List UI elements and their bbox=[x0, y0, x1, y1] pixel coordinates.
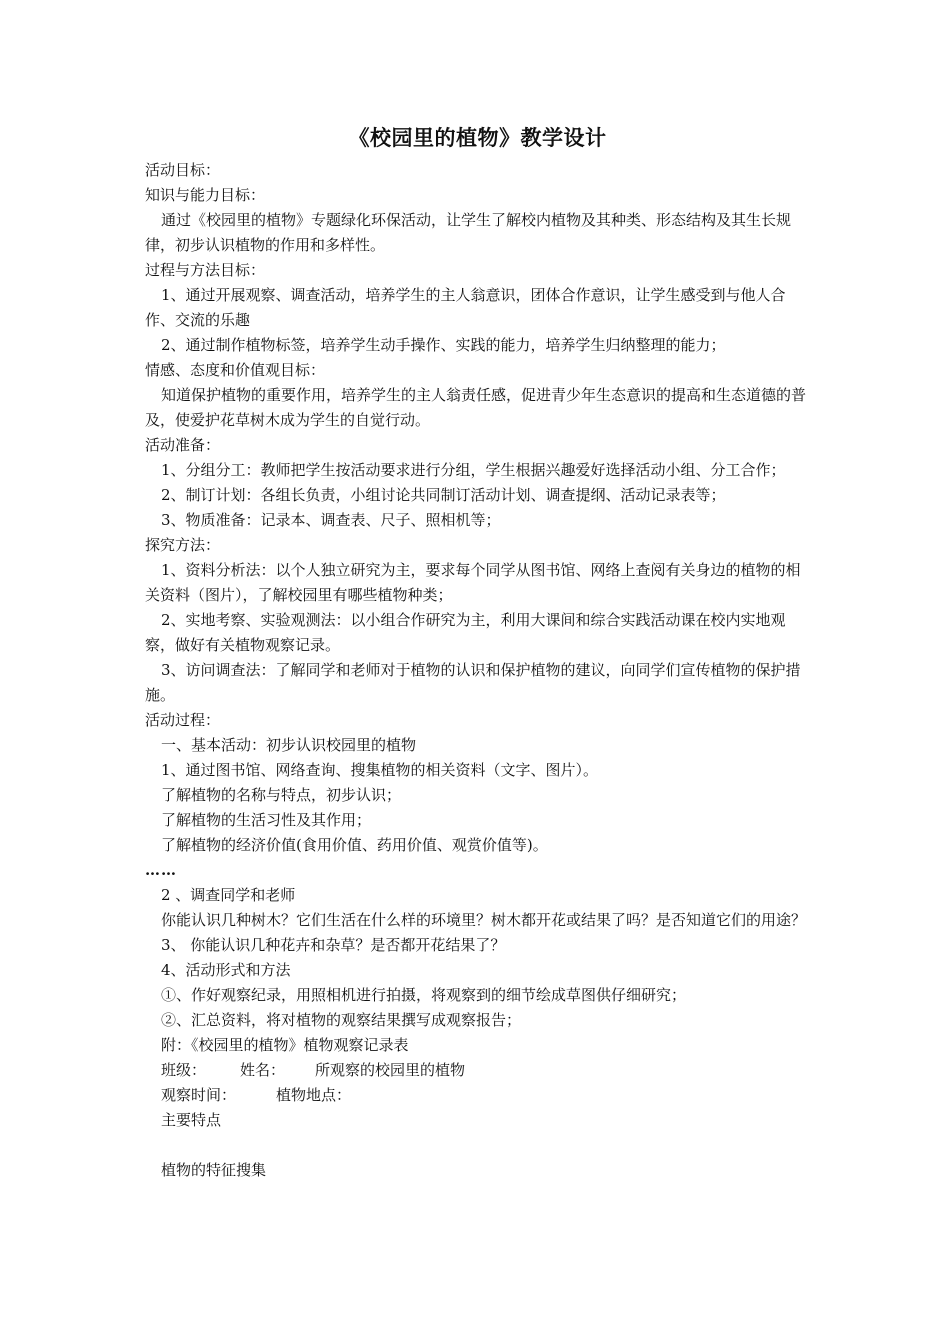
record-class-label: 班级： bbox=[161, 1061, 207, 1079]
paragraph-activity-4b: ②、汇总资料，将对植物的观察结果撰写成观察报告； bbox=[161, 1011, 522, 1029]
paragraph-knowledge: 通过《校园里的植物》专题绿化环保活动，让学生了解校内植物及其种类、形态结构及其生长规律，初步认识植物的作用和多样性。 bbox=[145, 211, 792, 254]
section-heading-methods: 探究方法： bbox=[145, 536, 221, 554]
record-place-label: 植物地点： bbox=[276, 1086, 352, 1104]
paragraph-emotion: 知道保护植物的重要作用，培养学生的主人翁责任感，促进青少年生态意识的提高和生态道德的普及，使爱护花草树木成为学生的自觉行动。 bbox=[145, 386, 807, 429]
paragraph-prep-3: 3、物质准备：记录本、调查表、尺子、照相机等； bbox=[161, 511, 501, 529]
paragraph-activity-1c: 了解植物的经济价值(食用价值、药用价值、观赏价值等)。 bbox=[161, 836, 548, 854]
paragraph-process-1: 1、通过开展观察、调查活动，培养学生的主人翁意识，团体合作意识，让学生感受到与他人合作、交流的乐趣 bbox=[145, 286, 786, 329]
paragraph-activity-3: 3、 你能认识几种花卉和杂草？是否都开花结果了？ bbox=[161, 936, 506, 954]
record-feature-collection: 植物的特征搜集 bbox=[161, 1161, 267, 1179]
paragraph-activity-2-question: 你能认识几种树木？它们生活在什么样的环境里？树木都开花或结果了吗？是否知道它们的用途？ bbox=[161, 911, 807, 929]
subheading-emotion: 情感、态度和价值观目标： bbox=[145, 361, 326, 379]
section-heading-preparation: 活动准备： bbox=[145, 436, 221, 454]
ellipsis-line: …… bbox=[145, 861, 177, 879]
section-heading-goals: 活动目标： bbox=[145, 161, 221, 179]
paragraph-method-2: 2、实地考察、实验观测法：以小组合作研究为主，利用大课间和综合实践活动课在校内实地观察，做好有关植物观察记录。 bbox=[145, 611, 786, 654]
blank-line bbox=[145, 1133, 810, 1158]
paragraph-method-3: 3、访问调查法：了解同学和老师对于植物的认识和保护植物的建议，向同学们宣传植物的保护措施。 bbox=[145, 661, 801, 704]
subheading-process: 过程与方法目标： bbox=[145, 261, 266, 279]
subheading-knowledge: 知识与能力目标： bbox=[145, 186, 266, 204]
record-main-features: 主要特点 bbox=[161, 1111, 222, 1129]
paragraph-prep-1: 1、分组分工：教师把学生按活动要求进行分组，学生根据兴趣爱好选择活动小组、分工合作； bbox=[161, 461, 786, 479]
paragraph-activity-4a: ①、作好观察纪录，用照相机进行拍摄，将观察到的细节绘成草图供仔细研究； bbox=[161, 986, 687, 1004]
paragraph-activity-1b: 了解植物的生活习性及其作用； bbox=[161, 811, 372, 829]
paragraph-activity-1a: 了解植物的名称与特点，初步认识； bbox=[161, 786, 402, 804]
paragraph-process-2: 2、通过制作植物标签，培养学生动手操作、实践的能力，培养学生归纳整理的能力； bbox=[161, 336, 726, 354]
section-heading-process: 活动过程： bbox=[145, 711, 221, 729]
record-row-2 bbox=[145, 1083, 810, 1108]
paragraph-activity-2: 2 、调查同学和老师 bbox=[161, 886, 296, 904]
record-time-label: 观察时间： bbox=[161, 1086, 237, 1104]
record-name-label: 姓名： bbox=[240, 1061, 286, 1079]
paragraph-method-1: 1、资料分析法：以个人独立研究为主，要求每个同学从图书馆、网络上查阅有关身边的植物的相关资料（图片），了解校园里有哪些植物种类； bbox=[145, 561, 801, 604]
paragraph-activity-4: 4、活动形式和方法 bbox=[161, 961, 291, 979]
paragraph-activity-basic: 一、基本活动：初步认识校园里的植物 bbox=[161, 736, 417, 754]
document-title: 《校园里的植物》教学设计 bbox=[348, 125, 607, 150]
appendix-title: 附：《校园里的植物》植物观察记录表 bbox=[161, 1036, 409, 1054]
record-plant-label: 所观察的校园里的植物 bbox=[315, 1061, 466, 1079]
paragraph-activity-1: 1、通过图书馆、网络查询、搜集植物的相关资料（文字、图片）。 bbox=[161, 761, 599, 779]
document-page bbox=[145, 118, 810, 1183]
record-row-1 bbox=[145, 1058, 810, 1083]
paragraph-prep-2: 2、制订计划：各组长负责，小组讨论共同制订活动计划、调查提纲、活动记录表等； bbox=[161, 486, 726, 504]
